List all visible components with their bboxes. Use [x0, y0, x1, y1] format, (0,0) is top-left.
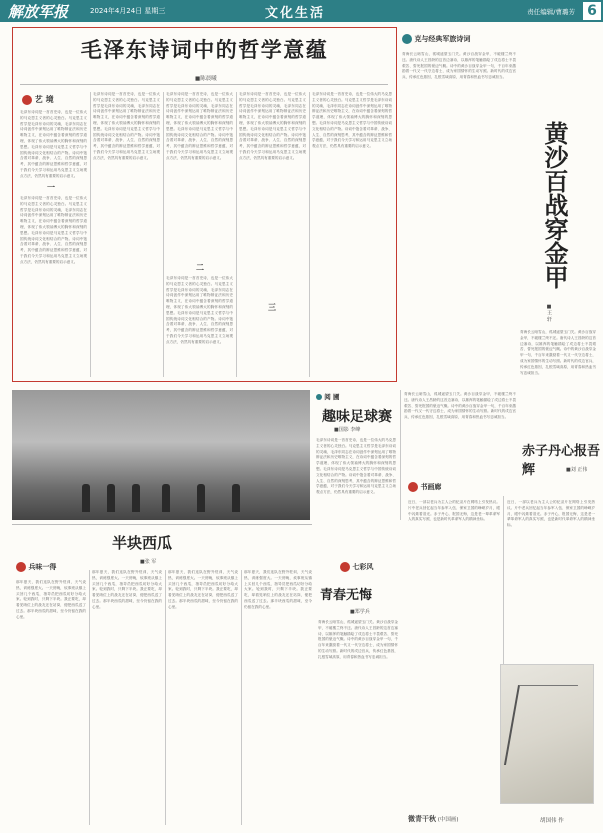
red-heart-tag-label: 书画廊: [420, 483, 442, 491]
lead-article-author: ■陈晨曦: [195, 76, 217, 82]
painting-caption-sub: (中国画): [437, 817, 459, 823]
soldier-taste-icon: [16, 562, 26, 572]
issue-date: 2024年4月24日 星期三: [90, 7, 166, 15]
editor-credit: 责任编辑/曹璐芳: [527, 7, 575, 16]
col-rule: [236, 92, 237, 377]
soldier-figure: [197, 484, 205, 512]
lead-article-title: 毛泽东诗词中的哲学意蕴: [80, 37, 329, 62]
col-rule: [89, 570, 90, 825]
soldier-figure: [82, 484, 90, 512]
right-col-author: ■王 轩: [546, 304, 552, 322]
seven-color-icon: [340, 562, 350, 572]
green-poem-tag: [340, 562, 373, 572]
lead-section-2: 二: [196, 262, 204, 272]
red-heart-title: 赤子丹心报吾辉: [522, 444, 601, 478]
classic-poem-icon: [402, 34, 412, 44]
half-melon-body-col1: 那年夏天，我们连队在野外驻训，天气炎热，训练强度大。一天傍晚，炊事班从镇上买回几个西瓜，指导员把西瓜切好分给大家。轮到我时，只剩下半块。我正要吃，却看见哨位上的战友还在站岗，便把西瓜送了过去。那半块西瓜的甜味，至今仍留在我的心里。: [16, 580, 86, 619]
painting-caption-title: 微青干秋: [408, 815, 436, 823]
painting-branch-icon: [504, 685, 578, 765]
col-rule: [309, 92, 310, 377]
soldier-figure: [132, 484, 140, 512]
half-melon-title: 半块西瓜: [112, 534, 173, 552]
right-col-tag: [402, 34, 470, 44]
half-melon-body-col4: 那年夏天，我们连队在野外驻训，天气炎热，训练强度大。一天傍晚，炊事班从镇上买回几个西瓜，指导员把西瓜切好分给大家。轮到我时，只剩下半块。我正要吃，却看见哨位上的战友还在站岗，便把西瓜送了过去。那半块西瓜的甜味，至今仍留在我的心里。: [244, 570, 312, 609]
gallery-icon: [408, 482, 418, 492]
half-melon-body-col3: 那年夏天，我们连队在野外驻训，天气炎热，训练强度大。一天傍晚，炊事班从镇上买回几个西瓜，指导员把西瓜切好分给大家。轮到我时，只剩下半块。我正要吃，却看见哨位上的战友还在站岗，便把西瓜送了过去。那半块西瓜的甜味，至今仍留在我的心里。: [168, 570, 238, 609]
middle-article-body-2: 青海长云暗雪山，孤城遥望玉门关。黄沙百战穿金甲，不破楼兰终不还。唐代诗人王昌龄的这首边塞诗，以雄浑的笔触描绘了戍边将士不畏艰苦、誓死报国的豪迈气概。诗中的黄沙百战穿金甲一句，千百年来激励着一代又一代守边将士，成为家国情怀的生动写照。新时代的戍边官兵，传承红色基因，扎根雪域高原，用青春和热血书写忠诚担当。: [404, 392, 516, 420]
soldier-figure: [162, 484, 170, 512]
soldiers-photo: [12, 390, 310, 520]
col-rule: [241, 570, 242, 825]
half-melon-tag: [16, 562, 56, 572]
red-heart-body: 近日，一部以老兵为主人公的纪录片在网络上引发热议。片中老兵回忆起当年参军入伍、保家卫国的峥嵘岁月，眼中闪烁着泪光。赤子丹心，报国无悔，这是老一辈革命军人的真实写照，也是新时代革命军人的精神坐标。: [408, 500, 500, 522]
middle-article-tag-label: 阅 圃: [324, 393, 340, 401]
soldier-figure: [232, 484, 240, 512]
lead-body-col4: 毛泽东诗词是一首首史诗，也是一位伟大的马克思主义者的心灵独白。马克思主义哲学是毛泽东诗词的灵魂，毛泽东同志在诗词创作中深刻运用了唯物辩证法和历史唯物主义，在诗词中蕴含着深刻的哲学道理，体现了伟大领袖博大的胸怀和深刻的思想。毛泽东诗词是马克思主义哲学与中国传统诗词文化相结合的产物。诗词中饱含着对革命、战争、人生、自然的深刻思考，其中蕴含的辩证思维和哲学意蕴，对于我们今天学习和运用马克思主义立场观点方法，仍然具有重要的启示意义。: [239, 92, 306, 160]
green-poem-body: 青海长云暗雪山，孤城遥望玉门关。黄沙百战穿金甲，不破楼兰终不还。唐代诗人王昌龄的这首边塞诗，以雄浑的笔触描绘了戍边将士不畏艰苦、誓死报国的豪迈气概。诗中的黄沙百战穿金甲一句，千百年来激励着一代又一代守边将士，成为家国情怀的生动写照。新时代的戍边官兵，传承红色基因，扎根雪域高原，用青春和热血书写忠诚担当。: [318, 620, 398, 659]
lead-subhead: [22, 94, 54, 105]
right-col-body: 青海长云暗雪山，孤城遥望玉门关。黄沙百战穿金甲，不破楼兰终不还。唐代诗人王昌龄的这首边塞诗，以雄浑的笔触描绘了戍边将士不畏艰苦、誓死报国的豪迈气概。诗中的黄沙百战穿金甲一句，千百年来激励着一代又一代守边将士，成为家国情怀的生动写照。新时代的戍边官兵，传承红色基因，扎根雪域高原，用青春和热血书写忠诚担当。: [402, 52, 516, 80]
green-poem-title: 青春无悔: [320, 588, 373, 603]
painting-artist: 胡国伟 作: [540, 818, 564, 824]
lead-title-rule: [20, 84, 388, 85]
green-poem-author: ■郑学兵: [350, 609, 370, 615]
right-col-tag-label: 克与经典军旅诗词: [414, 35, 471, 43]
lead-subhead-label: 艺 境: [34, 95, 54, 104]
col-rule: [400, 390, 401, 520]
col-rule: [163, 92, 164, 377]
lead-body-col5: 毛泽东诗词是一首首史诗，也是一位伟大的马克思主义者的心灵独白。马克思主义哲学是毛泽东诗词的灵魂，毛泽东同志在诗词创作中深刻运用了唯物辩证法和历史唯物主义，在诗词中蕴含着深刻的哲学道理，体现了伟大领袖博大的胸怀和深刻的思想。毛泽东诗词是马克思主义哲学与中国传统诗词文化相结合的产物。诗词中饱含着对革命、战争、人生、自然的深刻思考，其中蕴含的辩证思维和哲学意蕴，对于我们今天学习和运用马克思主义立场观点方法，仍然具有重要的启示意义。: [312, 92, 392, 149]
middle-article-author: ■国影 李峰: [334, 427, 361, 433]
divider: [12, 524, 312, 525]
middle-article-body: 毛泽东诗词是一首首史诗，也是一位伟大的马克思主义者的心灵独白。马克思主义哲学是毛泽东诗词的灵魂，毛泽东同志在诗词创作中深刻运用了唯物辩证法和历史唯物主义，在诗词中蕴含着深刻的哲学道理，体现了伟大领袖博大的胸怀和深刻的思想。毛泽东诗词是马克思主义哲学与中国传统诗词文化相结合的产物。诗词中饱含着对革命、战争、人生、自然的深刻思考，其中蕴含的辩证思维和哲学意蕴，对于我们今天学习和运用马克思主义立场观点方法，仍然具有重要的启示意义。: [316, 438, 396, 495]
art-realm-icon: [22, 95, 32, 105]
lead-section-3: 三: [268, 302, 276, 312]
right-col-body-2: 青海长云暗雪山，孤城遥望玉门关。黄沙百战穿金甲，不破楼兰终不还。唐代诗人王昌龄的这首边塞诗，以雄浑的笔触描绘了戍边将士不畏艰苦、誓死报国的豪迈气概。诗中的黄沙百战穿金甲一句，千百年来激励着一代又一代守边将士，成为家国情怀的生动写照。新时代的戍边官兵，传承红色基因，扎根雪域高原，用青春和热血书写忠诚担当。: [520, 330, 596, 375]
right-col-vertical-title: 黄沙百战穿金甲: [540, 121, 569, 289]
col-rule: [165, 570, 166, 825]
red-heart-tag: [408, 482, 441, 492]
lead-body-col3-a: 毛泽东诗词是一首首史诗，也是一位伟大的马克思主义者的心灵独白。马克思主义哲学是毛泽东诗词的灵魂，毛泽东同志在诗词创作中深刻运用了唯物辩证法和历史唯物主义，在诗词中蕴含着深刻的哲学道理，体现了伟大领袖博大的胸怀和深刻的思想。毛泽东诗词是马克思主义哲学与中国传统诗词文化相结合的产物。诗词中饱含着对革命、战争、人生、自然的深刻思考，其中蕴含的辩证思维和哲学意蕴，对于我们今天学习和运用马克思主义立场观点方法，仍然具有重要的启示意义。: [166, 92, 233, 160]
middle-article-title: 趣味足球赛: [322, 409, 392, 425]
section-title: 文化生活: [264, 5, 325, 21]
red-heart-author: ■刘 正伟: [566, 467, 588, 473]
painting-caption: [408, 814, 459, 824]
half-melon-tag-label: 兵味一得: [28, 563, 57, 571]
page-number: 6: [581, 0, 603, 22]
half-melon-body-col2: 那年夏天，我们连队在野外驻训，天气炎热，训练强度大。一天傍晚，炊事班从镇上买回几个西瓜，指导员把西瓜切好分给大家。轮到我时，只剩下半块。我正要吃，却看见哨位上的战友还在站岗，便把西瓜送了过去。那半块西瓜的甜味，至今仍留在我的心里。: [92, 570, 162, 609]
lead-body-col2: 毛泽东诗词是一首首史诗，也是一位伟大的马克思主义者的心灵独白。马克思主义哲学是毛泽东诗词的灵魂，毛泽东同志在诗词创作中深刻运用了唯物辩证法和历史唯物主义，在诗词中蕴含着深刻的哲学道理，体现了伟大领袖博大的胸怀和深刻的思想。毛泽东诗词是马克思主义哲学与中国传统诗词文化相结合的产物。诗词中饱含着对革命、战争、人生、自然的深刻思考，其中蕴含的辩证思维和哲学意蕴，对于我们今天学习和运用马克思主义立场观点方法，仍然具有重要的启示意义。: [93, 92, 160, 160]
lead-body-col3-b: 毛泽东诗词是一首首史诗，也是一位伟大的马克思主义者的心灵独白。马克思主义哲学是毛泽东诗词的灵魂，毛泽东同志在诗词创作中深刻运用了唯物辩证法和历史唯物主义，在诗词中蕴含着深刻的哲学道理，体现了伟大领袖博大的胸怀和深刻的思想。毛泽东诗词是马克思主义哲学与中国传统诗词文化相结合的产物。诗词中饱含着对革命、战争、人生、自然的深刻思考，其中蕴含的辩证思维和哲学意蕴，对于我们今天学习和运用马克思主义立场观点方法，仍然具有重要的启示意义。: [166, 276, 233, 344]
lead-section-1: 一: [47, 182, 55, 192]
half-melon-author: ■张 军: [140, 559, 157, 565]
lead-body-col1-b: 毛泽东诗词是一首首史诗，也是一位伟大的马克思主义者的心灵独白。马克思主义哲学是毛泽东诗词的灵魂，毛泽东同志在诗词创作中深刻运用了唯物辩证法和历史唯物主义，在诗词中蕴含着深刻的哲学道理，体现了伟大领袖博大的胸怀和深刻的思想。毛泽东诗词是马克思主义哲学与中国传统诗词文化相结合的产物。诗词中饱含着对革命、战争、人生、自然的深刻思考，其中蕴含的辩证思维和哲学意蕴，对于我们今天学习和运用马克思主义立场观点方法，仍然具有重要的启示意义。: [20, 196, 87, 264]
reading-icon: [316, 394, 322, 400]
newspaper-brand: 解放军报: [8, 2, 69, 21]
masthead: [0, 0, 603, 22]
green-poem-tag-label: 七彩风: [352, 563, 374, 571]
ink-painting: [500, 664, 594, 804]
soldier-figure: [107, 484, 115, 512]
lead-body-col1-a: 毛泽东诗词是一首首史诗，也是一位伟大的马克思主义者的心灵独白。马克思主义哲学是毛泽东诗词的灵魂，毛泽东同志在诗词创作中深刻运用了唯物辩证法和历史唯物主义，在诗词中蕴含着深刻的哲学道理，体现了伟大领袖博大的胸怀和深刻的思想。毛泽东诗词是马克思主义哲学与中国传统诗词文化相结合的产物。诗词中饱含着对革命、战争、人生、自然的深刻思考，其中蕴含的辩证思维和哲学意蕴，对于我们今天学习和运用马克思主义立场观点方法，仍然具有重要的启示意义。: [20, 110, 87, 178]
col-rule: [90, 92, 91, 377]
middle-article-tag: [316, 392, 340, 401]
red-heart-body-2: 近日，一部以老兵为主人公的纪录片在网络上引发热议。片中老兵回忆起当年参军入伍、保家卫国的峥嵘岁月，眼中闪烁着泪光。赤子丹心，报国无悔，这是老一辈革命军人的真实写照，也是新时代革命军人的精神坐标。: [507, 500, 595, 528]
